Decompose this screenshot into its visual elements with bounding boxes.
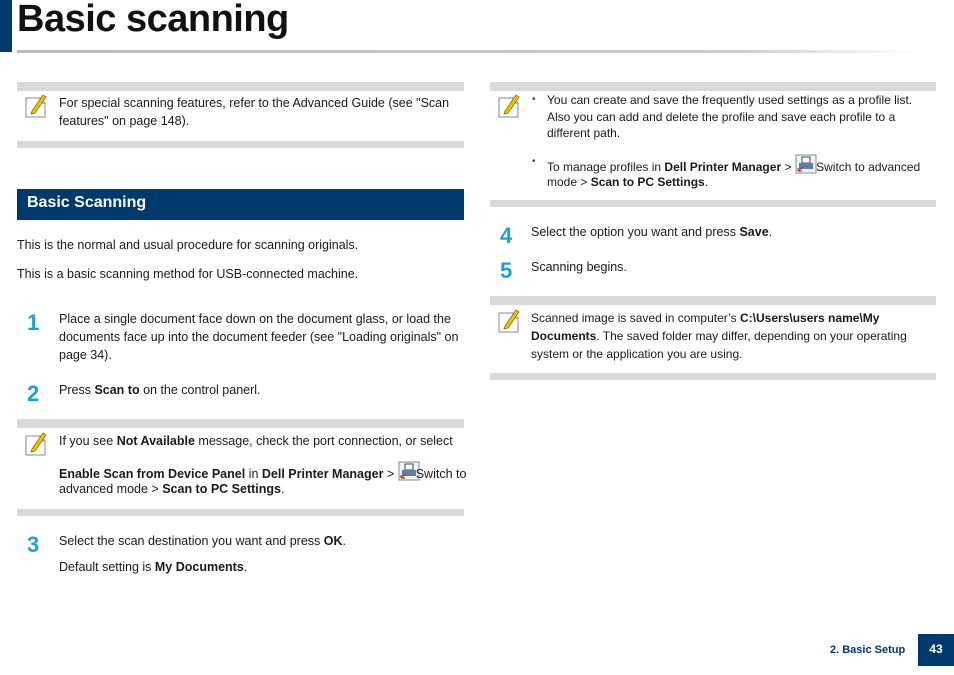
note-text (59, 432, 453, 450)
note-text: For special scanning features, refer to the Advanced Guide (see "Scan features" on page 148). (59, 96, 450, 128)
text-span: message, check the port connection, or select (194, 434, 453, 448)
title-divider (17, 50, 917, 53)
text-span: mode > (547, 175, 591, 189)
intro-paragraph: This is a basic scanning method for USB-connected machine. (17, 267, 359, 281)
note-pencil-icon (497, 308, 521, 334)
text-span: Switch to (415, 467, 467, 481)
text-span: . The saved folder may differ, depending on your operating system or the application you are using. (531, 329, 907, 361)
step-number: 3 (27, 532, 40, 557)
note-pencil-icon (497, 93, 521, 119)
section-title: Basic Scanning (27, 194, 147, 211)
step-number: 1 (27, 310, 40, 335)
text-bold: Scan to (94, 383, 140, 397)
note-bottom-bar (490, 200, 936, 207)
step-text: Place a single document face down on the document glass, or load the documents face up into the document feeder (see "Loading originals" on page 34). (59, 312, 459, 362)
text-span: Select the option you want and press (531, 225, 740, 239)
step-text (531, 223, 772, 241)
note-bullet-text: You can create and save the frequently used settings as a profile list. Also you can add and delete the profile and save each profile to a different path. (547, 93, 913, 140)
step-text (59, 381, 261, 399)
step-number: 4 (500, 223, 513, 248)
text-span: . (280, 482, 285, 496)
note-bottom-bar (17, 509, 464, 516)
text-span: > (781, 160, 795, 174)
text-span: Default setting is (59, 560, 155, 574)
text-span: Scanned image is saved in computer’s (531, 311, 741, 325)
footer-chapter-label: 2. Basic Setup (830, 644, 906, 656)
text-span: Press (59, 383, 95, 397)
title-accent-bar (0, 0, 12, 52)
text-span: To manage profiles in (547, 160, 665, 174)
step-subtext (59, 558, 247, 576)
text-span: Select the scan destination you want and press (59, 534, 324, 548)
note-pencil-icon (24, 93, 48, 119)
note-top-bar (17, 419, 464, 428)
note-bottom-bar (490, 373, 936, 380)
text-bold: Scan to PC Settings (590, 175, 705, 189)
note-text (59, 480, 284, 498)
text-span: . (342, 534, 346, 548)
note-bottom-bar (17, 141, 464, 148)
bullet-icon: • (532, 156, 536, 167)
page-number: 43 (918, 634, 954, 666)
text-span: > (383, 467, 398, 481)
text-span: . (704, 175, 709, 189)
text-bold: My Documents (154, 560, 244, 574)
step-text (59, 532, 346, 550)
note-text (531, 309, 931, 363)
text-span: on the control panerl. (139, 383, 261, 397)
text-bold: Not Available (116, 434, 195, 448)
step-number: 2 (27, 381, 40, 406)
note-pencil-icon (24, 431, 48, 457)
text-bold: OK (323, 534, 343, 548)
note-top-bar (17, 82, 464, 91)
text-bold: Dell Printer Manager (664, 160, 782, 174)
note-top-bar (490, 82, 936, 91)
text-bold: Dell Printer Manager (261, 467, 384, 481)
text-span: advanced mode > (59, 482, 163, 496)
text-bold: Enable Scan from Device Panel (59, 467, 246, 481)
text-span: If you see (59, 434, 117, 448)
step-number: 5 (500, 258, 513, 283)
note-top-bar (490, 296, 936, 305)
text-span: . (243, 560, 248, 574)
page-title: Basic scanning (17, 0, 289, 40)
text-span: Switch to advanced (812, 160, 921, 174)
printer-manager-icon (795, 154, 813, 170)
printer-manager-icon (398, 461, 416, 477)
text-span: in (245, 467, 262, 481)
text-bold: Save (739, 225, 769, 239)
text-bold: Scan to PC Settings (162, 482, 281, 496)
text-bold: C:\Users\users name\My Documents (531, 311, 880, 343)
step-text: Scanning begins. (531, 260, 627, 274)
bullet-icon: • (532, 94, 536, 105)
intro-paragraph: This is the normal and usual procedure for scanning originals. (17, 238, 359, 252)
note-bullet-text (547, 173, 708, 191)
text-span: . (768, 225, 773, 239)
